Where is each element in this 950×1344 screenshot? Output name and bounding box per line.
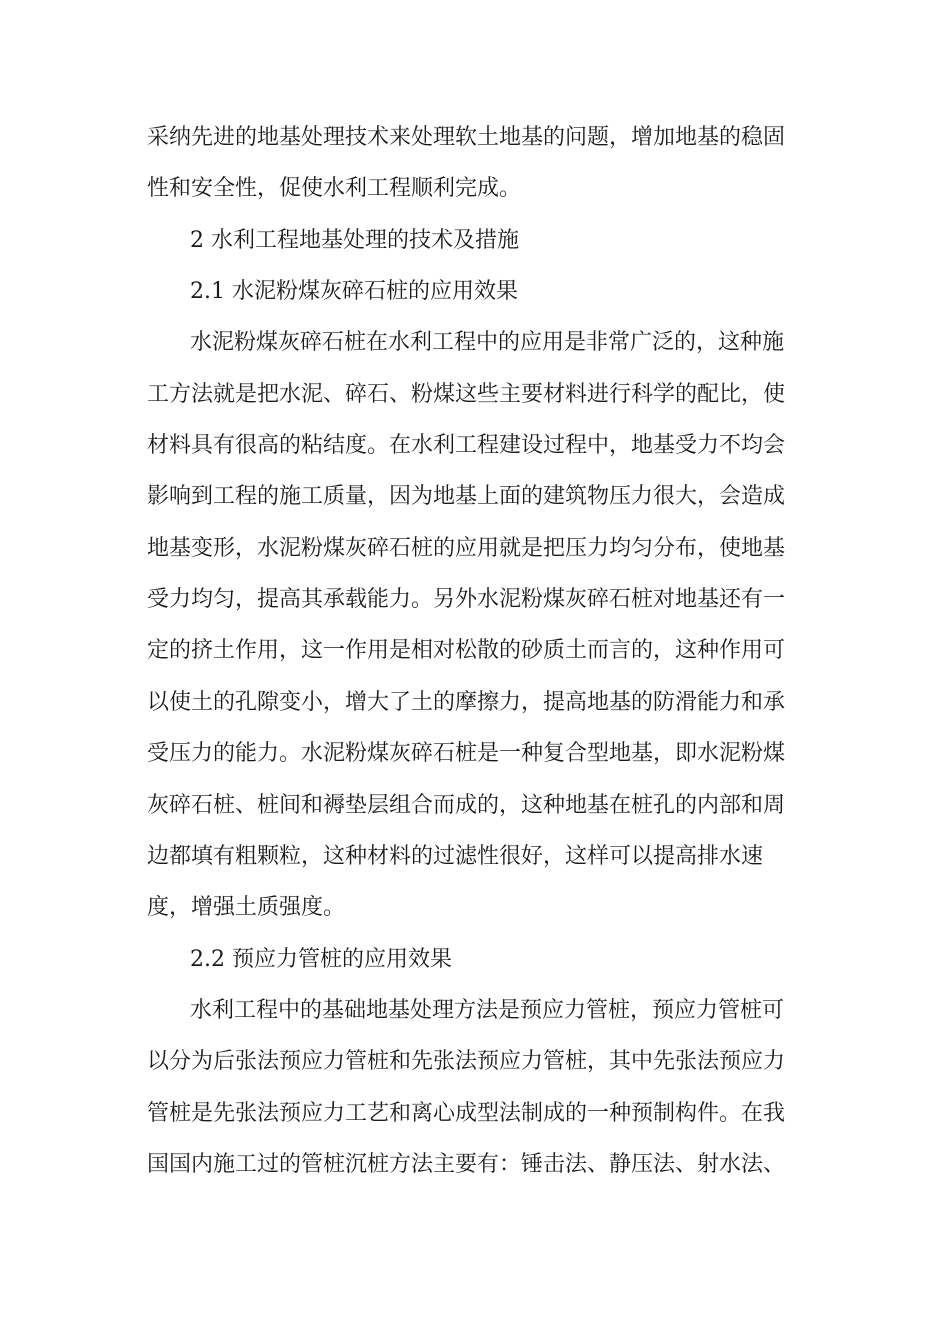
paragraph-line: 以使土的孔隙变小，增大了土的摩擦力，提高地基的防滑能力和承 — [147, 690, 786, 715]
paragraph-line: 定的挤土作用，这一作用是相对松散的砂质土而言的，这种作用可 — [147, 638, 786, 663]
paragraph-line: 度，增强土质强度。 — [147, 895, 346, 920]
paragraph-line: 受压力的能力。水泥粉煤灰碎石桩是一种复合型地基，即水泥粉煤 — [147, 741, 786, 766]
paragraph-line: 边都填有粗颗粒，这种材料的过滤性很好，这样可以提高排水速 — [147, 844, 764, 869]
subsection-heading: 2.2 预应力管桩的应用效果 — [190, 947, 452, 972]
section-heading: 2 水利工程地基处理的技术及措施 — [190, 228, 519, 253]
paragraph-line: 性和安全性，促使水利工程顺利完成。 — [147, 176, 522, 201]
paragraph-line: 管桩是先张法预应力工艺和离心成型法制成的一种预制构件。在我 — [147, 1101, 786, 1126]
paragraph-line: 以分为后张法预应力管桩和先张法预应力管桩，其中先张法预应力 — [147, 1049, 786, 1074]
paragraph-line: 工方法就是把水泥、碎石、粉煤这些主要材料进行科学的配比，使 — [147, 382, 786, 407]
paragraph-line: 国国内施工过的管桩沉桩方法主要有：锤击法、静压法、射水法、 — [147, 1152, 786, 1177]
paragraph-line: 影响到工程的施工质量，因为地基上面的建筑物压力很大，会造成 — [147, 484, 786, 509]
paragraph-line: 水泥粉煤灰碎石桩在水利工程中的应用是非常广泛的，这种施 — [190, 330, 785, 355]
paragraph-line: 材料具有很高的粘结度。在水利工程建设过程中，地基受力不均会 — [147, 433, 786, 458]
paragraph-line: 受力均匀，提高其承载能力。另外水泥粉煤灰碎石桩对地基还有一 — [147, 587, 786, 612]
paragraph-line: 地基变形，水泥粉煤灰碎石桩的应用就是把压力均匀分布，使地基 — [147, 536, 786, 561]
paragraph-line: 采纳先进的地基处理技术来处理软土地基的问题，增加地基的稳固 — [147, 125, 786, 150]
paragraph-line: 水利工程中的基础地基处理方法是预应力管桩，预应力管桩可 — [190, 998, 785, 1023]
paragraph-line: 灰碎石桩、桩间和褥垫层组合而成的，这种地基在桩孔的内部和周 — [147, 793, 786, 818]
subsection-heading: 2.1 水泥粉煤灰碎石桩的应用效果 — [190, 279, 518, 304]
